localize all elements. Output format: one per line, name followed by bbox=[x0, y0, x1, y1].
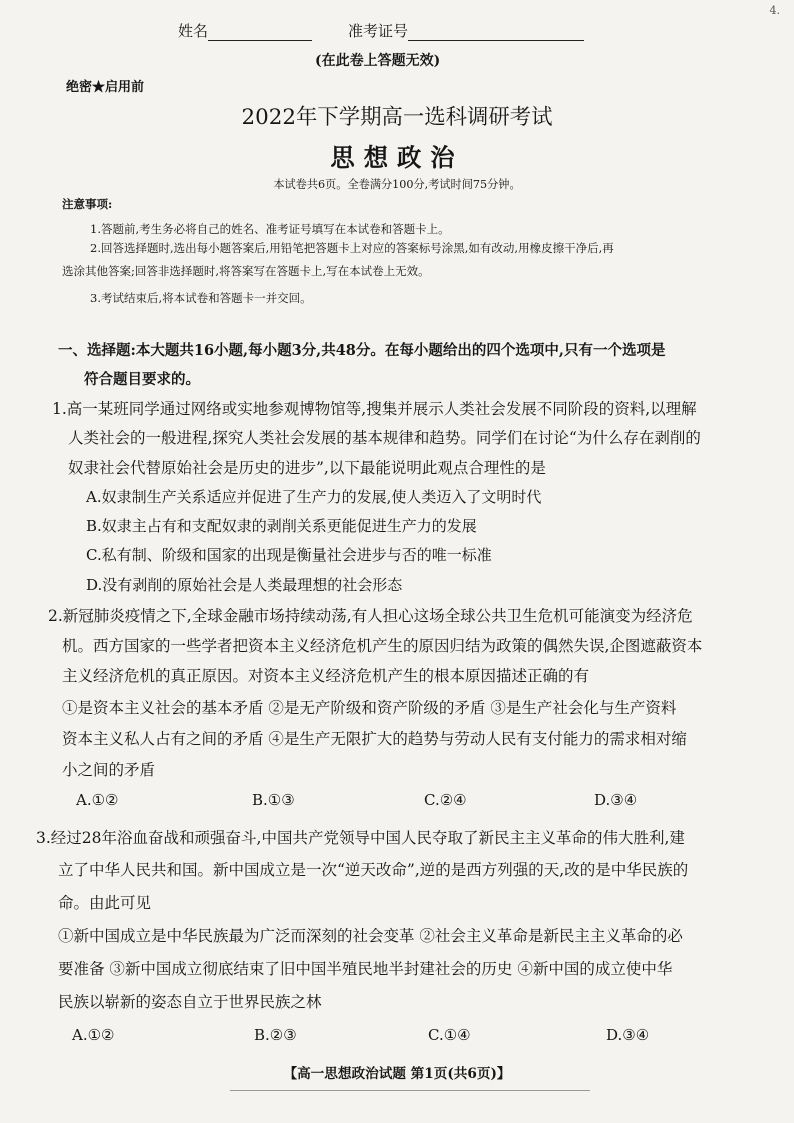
question-2-line: 2.新冠肺炎疫情之下,全球金融市场持续动荡,有人担心这场全球公共卫生危机可能演变为经济危 bbox=[48, 607, 693, 625]
question-1-line: 奴隶社会代替原始社会是历史的进步”,以下最能说明此观点合理性的是 bbox=[68, 459, 546, 477]
question-3-option-c: C.①④ bbox=[428, 1026, 471, 1044]
question-2-statement: ①是资本主义社会的基本矛盾 ②是无产阶级和资产阶级的矛盾 ③是生产社会化与生产资料 bbox=[62, 699, 677, 717]
page-footer: 【高一思想政治试题 第1页(共6页)】 bbox=[283, 1066, 511, 1082]
exam-title: 2022年下学期高一选科调研考试 bbox=[241, 105, 553, 130]
question-2-option-c: C.②④ bbox=[424, 791, 467, 809]
exam-number-blank-line bbox=[408, 24, 584, 41]
question-2-line: 机。西方国家的一些学者把资本主义经济危机产生的原因归结为政策的偶然失误,企图遮蔽资本 bbox=[62, 637, 703, 655]
secret-label: 绝密★启用前 bbox=[66, 80, 145, 95]
question-3-option-d: D.③④ bbox=[606, 1026, 650, 1044]
question-3-line: 立了中华人民共和国。新中国成立是一次“逆天改命”,逆的是西方列强的天,改的是中华民族的 bbox=[58, 861, 689, 879]
name-blank-line bbox=[208, 24, 312, 41]
question-2-statement: 资本主义私人占有之间的矛盾 ④是生产无限扩大的趋势与劳动人民有支付能力的需求相对缩 bbox=[62, 730, 687, 748]
note-line: 2.回答选择题时,选出每小题答案后,用铅笔把答题卡上对应的答案标号涂黑,如有改动,用橡皮擦干净后,再 bbox=[90, 241, 614, 255]
question-3-statement: 要准备 ③新中国成立彻底结束了旧中国半殖民地半封建社会的历史 ④新中国的成立使中华 bbox=[58, 960, 673, 978]
question-2-option-d: D.③④ bbox=[594, 791, 638, 809]
exam-info: 本试卷共6页。全卷满分100分,考试时间75分钟。 bbox=[273, 178, 521, 191]
exam-number-label: 准考证号 bbox=[348, 22, 409, 40]
footer-divider bbox=[230, 1090, 590, 1091]
question-2-option-b: B.①③ bbox=[252, 791, 295, 809]
question-3-statement: ①新中国成立是中华民族最为广泛而深刻的社会变革 ②社会主义革命是新民主主义革命的必 bbox=[58, 927, 683, 945]
note-line: 1.答题前,考生务必将自己的姓名、准考证号填写在本试卷和答题卡上。 bbox=[90, 222, 450, 236]
question-3-option-a: A.①② bbox=[72, 1026, 115, 1044]
question-1-option-c: C.私有制、阶级和国家的出现是衡量社会进步与否的唯一标准 bbox=[86, 546, 492, 564]
question-1-option-b: B.奴隶主占有和支配奴隶的剥削关系更能促进生产力的发展 bbox=[86, 517, 477, 535]
question-2-line: 主义经济危机的真正原因。对资本主义经济危机产生的根本原因描述正确的有 bbox=[62, 667, 590, 685]
section-heading: 一、选择题:本大题共16小题,每小题3分,共48分。在每小题给出的四个选项中,只有一个选项是 bbox=[58, 342, 666, 359]
question-3-line: 命。由此可见 bbox=[58, 894, 152, 912]
note-line: 3.考试结束后,将本试卷和答题卡一并交回。 bbox=[90, 291, 312, 305]
question-2-option-a: A.①② bbox=[76, 791, 119, 809]
name-label: 姓名 bbox=[178, 22, 209, 40]
question-3-option-b: B.②③ bbox=[254, 1026, 297, 1044]
question-3-line: 3.经过28年浴血奋战和顽强奋斗,中国共产党领导中国人民夺取了新民主主义革命的伟大胜利,建 bbox=[36, 829, 685, 847]
question-1-line: 人类社会的一般进程,探究人类社会发展的基本规律和趋势。同学们在讨论“为什么存在剥削的 bbox=[68, 429, 701, 447]
invalid-notice: (在此卷上答题无效) bbox=[315, 53, 441, 69]
question-2-statement: 小之间的矛盾 bbox=[62, 761, 156, 779]
question-1-option-a: A.奴隶制生产关系适应并促进了生产力的发展,使人类迈入了文明时代 bbox=[86, 488, 542, 506]
question-1-line: 1.高一某班同学通过网络或实地参观博物馆等,搜集并展示人类社会发展不同阶段的资料,以理解 bbox=[52, 400, 697, 418]
subject-title: 思想政治 bbox=[330, 143, 464, 172]
corner-mark: 4. bbox=[769, 4, 780, 17]
notes-heading: 注意事项: bbox=[62, 197, 113, 211]
question-3-statement: 民族以崭新的姿态自立于世界民族之林 bbox=[58, 993, 322, 1011]
question-1-option-d: D.没有剥削的原始社会是人类最理想的社会形态 bbox=[86, 576, 403, 594]
note-line: 选涂其他答案;回答非选择题时,将答案写在答题卡上,写在本试卷上无效。 bbox=[62, 264, 430, 278]
candidate-header bbox=[178, 20, 584, 41]
section-heading-cont: 符合题目要求的。 bbox=[84, 371, 200, 388]
